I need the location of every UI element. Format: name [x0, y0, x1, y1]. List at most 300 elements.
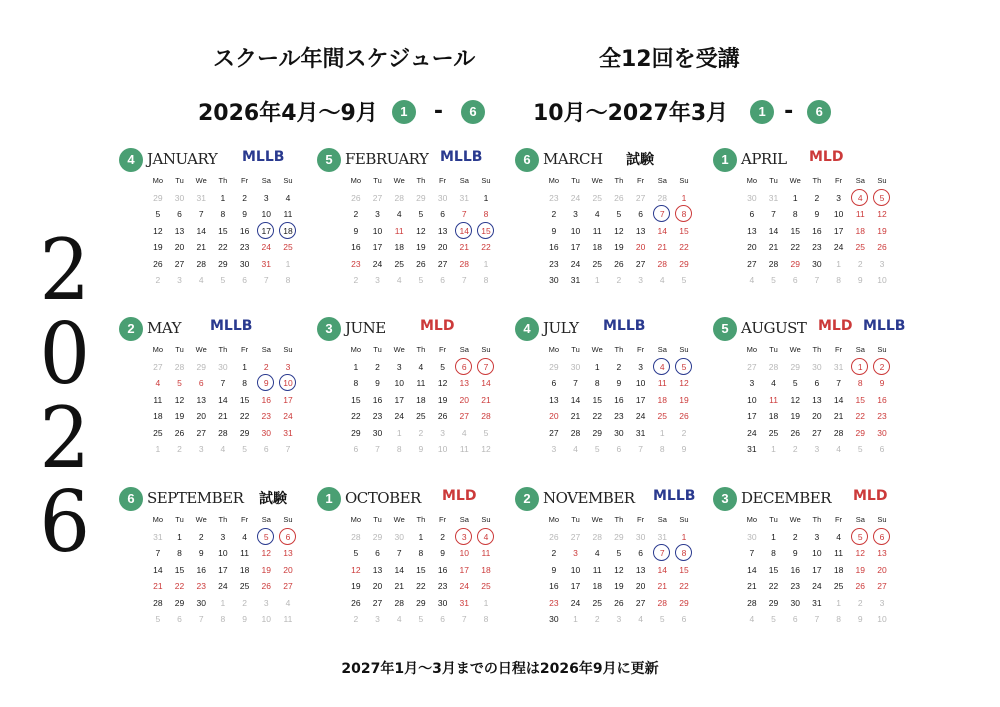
day-cell: 4 [475, 529, 497, 546]
day-cell: 9 [792, 548, 798, 558]
day-cell: 23 [877, 411, 887, 421]
weekday-label: Fr [637, 345, 645, 354]
day-cell: 10 [218, 548, 228, 558]
week-row [345, 408, 497, 425]
range-first-label: 2026年4月〜9月 [198, 101, 378, 126]
weekday-label: Fr [637, 176, 645, 185]
day-cell: 31 [812, 597, 822, 608]
day-cell: 17 [255, 223, 277, 240]
adjacent-month-day: 3 [440, 427, 445, 438]
day-cell: 6 [453, 359, 475, 376]
adjacent-month-day: 8 [483, 614, 489, 624]
week-row [345, 545, 497, 562]
day-cell: 20 [372, 581, 383, 591]
adjacent-month-day: 9 [857, 275, 863, 285]
weekday-label: Sa [261, 345, 271, 354]
day-cell: 28 [196, 258, 206, 269]
adjacent-month-day: 4 [638, 614, 643, 624]
day-cell: 2 [242, 192, 247, 203]
week-row [345, 239, 497, 256]
day-cell: 17 [394, 394, 404, 405]
weekday-label: Th [812, 176, 822, 185]
day-cell: 11 [769, 394, 778, 405]
adjacent-month-day: 9 [418, 444, 424, 454]
month-name: APRIL [741, 150, 787, 168]
day-cell: 22 [592, 411, 602, 421]
adjacent-month-day: 7 [814, 275, 820, 285]
weekday-label: Mo [350, 515, 362, 524]
adjacent-month-day: 31 [768, 192, 779, 203]
day-cell: 28 [747, 597, 757, 608]
day-cell: 18 [592, 581, 602, 591]
week-row [345, 425, 497, 442]
day-cell: 4 [771, 378, 776, 388]
day-cell: 27 [372, 597, 383, 608]
day-cell: 18 [277, 223, 299, 240]
adjacent-month-day: 28 [657, 192, 668, 203]
day-cell: 25 [153, 427, 163, 438]
day-cell: 14 [481, 378, 491, 388]
week-row [345, 595, 497, 612]
day-cell: 2 [440, 531, 445, 542]
day-cell: 23 [790, 581, 800, 591]
adjacent-month-day: 10 [877, 275, 887, 285]
adjacent-month-day: 3 [879, 597, 885, 608]
adjacent-month-day: 31 [833, 361, 844, 372]
session-day-marker [477, 222, 494, 239]
total-sessions: 全12回を受講 [599, 47, 740, 72]
day-cell: 17 [833, 225, 844, 236]
day-cell: 12 [261, 548, 272, 558]
week-row [345, 190, 497, 207]
adjacent-month-day: 28 [768, 361, 779, 372]
day-cell: 20 [174, 242, 185, 252]
day-cell: 16 [877, 394, 887, 405]
week-row [543, 578, 695, 595]
adjacent-month-day: 29 [416, 192, 426, 203]
day-cell: 7 [749, 548, 755, 558]
adjacent-month-day: 4 [659, 275, 665, 285]
day-cell: 31 [283, 427, 293, 438]
day-cell: 3 [814, 531, 820, 542]
day-cell: 6 [638, 209, 643, 219]
day-cell: 15 [679, 225, 689, 236]
day-cell: 15 [790, 225, 800, 236]
day-cell: 5 [849, 529, 871, 546]
week-row [741, 239, 893, 256]
day-cell: 24 [459, 581, 470, 591]
adjacent-month-day: 4 [396, 614, 402, 624]
adjacent-month-day: 29 [372, 531, 383, 542]
day-cell: 28 [657, 258, 668, 269]
day-cell: 22 [855, 411, 866, 421]
day-cell: 31 [635, 427, 646, 438]
adjacent-month-day: 1 [771, 444, 776, 454]
day-cell: 8 [771, 548, 776, 558]
day-cell: 6 [177, 209, 182, 219]
day-cell: 30 [261, 427, 272, 438]
adjacent-month-day: 4 [836, 444, 841, 454]
day-cell: 5 [673, 359, 695, 376]
year-digit: 2 [39, 221, 91, 319]
day-cell: 20 [437, 242, 448, 252]
weekday-label: Mo [350, 176, 362, 185]
adjacent-month-day: 5 [242, 444, 247, 454]
weekday-label: Tu [769, 345, 778, 354]
course-tag: MLD [442, 488, 477, 504]
day-cell: 8 [220, 209, 226, 219]
adjacent-month-day: 8 [836, 275, 841, 285]
day-cell: 26 [614, 597, 624, 608]
day-cell: 19 [790, 411, 800, 421]
day-cell: 14 [657, 225, 668, 236]
day-cell: 23 [812, 242, 822, 252]
day-cell: 19 [153, 242, 163, 252]
weekday-label: We [195, 345, 207, 354]
weekday-label: Fr [241, 345, 249, 354]
weekday-row [741, 173, 893, 190]
weekday-label: Tu [373, 515, 382, 524]
day-cell: 29 [855, 427, 866, 438]
week-row [741, 256, 893, 273]
week-row [147, 256, 299, 273]
weekday-row [543, 342, 695, 359]
session-badge: 3 [713, 487, 737, 511]
week-row [147, 611, 299, 628]
day-cell: 17 [372, 242, 383, 252]
day-cell: 21 [747, 581, 757, 591]
day-cell: 15 [416, 564, 426, 575]
adjacent-month-day: 31 [153, 531, 163, 542]
day-cell: 28 [833, 427, 844, 438]
month-header [721, 488, 951, 514]
session-day-marker [873, 358, 890, 375]
day-cell: 28 [768, 258, 779, 269]
day-cell: 2 [616, 361, 622, 372]
week-row [147, 529, 299, 546]
day-cell: 2 [263, 361, 269, 372]
day-cell: 24 [635, 411, 646, 421]
day-cell: 6 [551, 378, 557, 388]
day-cell: 13 [283, 548, 293, 558]
day-grid [345, 342, 497, 458]
adjacent-month-day: 30 [218, 361, 228, 372]
weekday-label: Mo [152, 515, 164, 524]
weekday-label: Th [812, 515, 822, 524]
adjacent-month-day: 1 [285, 258, 291, 269]
week-row [741, 359, 893, 376]
day-cell: 3 [573, 548, 578, 558]
day-cell: 4 [418, 361, 424, 372]
session-day-marker [675, 358, 692, 375]
adjacent-month-day: 30 [635, 531, 646, 542]
day-grid [543, 173, 695, 289]
day-cell: 1 [242, 361, 247, 372]
session-day-marker [477, 358, 494, 375]
day-cell: 4 [396, 209, 402, 219]
day-cell: 28 [481, 411, 491, 421]
day-cell: 14 [153, 564, 163, 575]
day-cell: 25 [833, 581, 844, 591]
weekday-label: Su [481, 515, 491, 524]
adjacent-month-day: 2 [857, 597, 863, 608]
weekday-label: We [393, 176, 405, 185]
day-cell: 3 [396, 361, 402, 372]
day-cell: 3 [263, 192, 269, 203]
day-grid [147, 173, 299, 289]
day-cell: 28 [459, 258, 470, 269]
adjacent-month-day: 1 [396, 427, 402, 438]
week-row [741, 562, 893, 579]
session-day-marker [873, 528, 890, 545]
day-cell: 16 [196, 564, 206, 575]
day-cell: 25 [768, 427, 779, 438]
day-cell: 16 [549, 242, 559, 252]
day-cell: 27 [283, 581, 293, 591]
adjacent-month-day: 1 [659, 427, 665, 438]
week-row [741, 529, 893, 546]
day-grid [345, 173, 497, 289]
course-tag: MLD [818, 318, 853, 334]
week-row [345, 359, 497, 376]
week-row [741, 595, 893, 612]
day-cell: 21 [459, 242, 470, 252]
adjacent-month-day: 3 [263, 597, 269, 608]
week-row [543, 206, 695, 223]
day-cell: 15 [855, 394, 866, 405]
day-cell: 16 [549, 581, 559, 591]
adjacent-month-day: 12 [481, 444, 491, 454]
week-row [147, 425, 299, 442]
day-cell: 15 [592, 394, 602, 405]
day-cell: 4 [651, 359, 673, 376]
day-cell: 14 [218, 394, 228, 405]
day-cell: 9 [616, 378, 622, 388]
weekday-label: Fr [637, 515, 645, 524]
day-cell: 20 [747, 242, 757, 252]
day-cell: 22 [679, 581, 689, 591]
week-row [345, 529, 497, 546]
day-cell: 22 [174, 581, 185, 591]
adjacent-month-day: 27 [570, 531, 581, 542]
adjacent-month-day: 4 [749, 614, 755, 624]
day-cell: 18 [592, 242, 602, 252]
day-cell: 16 [614, 394, 624, 405]
day-cell: 9 [440, 548, 445, 558]
day-cell: 27 [877, 581, 887, 591]
day-cell: 8 [594, 378, 600, 388]
adjacent-month-day: 30 [747, 531, 757, 542]
week-row [147, 223, 299, 240]
range-dash: - [433, 99, 443, 124]
day-cell: 11 [416, 378, 426, 388]
weekday-label: Su [283, 345, 293, 354]
day-cell: 9 [375, 378, 380, 388]
month-name: SEPTEMBER [147, 489, 244, 507]
session-day-marker [257, 528, 274, 545]
course-tag: 試験 [626, 152, 654, 168]
adjacent-month-day: 4 [573, 444, 578, 454]
day-grid [741, 512, 893, 628]
month-name: OCTOBER [345, 489, 421, 507]
weekday-row [741, 512, 893, 529]
day-cell: 16 [239, 225, 250, 236]
range-second-half [533, 96, 831, 127]
day-cell: 12 [437, 378, 448, 388]
weekday-label: Th [416, 176, 426, 185]
day-cell: 11 [592, 225, 602, 236]
range-dash: - [784, 99, 794, 124]
day-cell: 18 [657, 394, 668, 405]
adjacent-month-day: 5 [659, 614, 665, 624]
adjacent-month-day: 24 [570, 192, 581, 203]
day-cell: 10 [261, 209, 272, 219]
day-cell: 2 [551, 209, 557, 219]
week-row [741, 392, 893, 409]
day-cell: 30 [239, 258, 250, 269]
session-day-marker [851, 528, 868, 545]
adjacent-month-day: 8 [659, 444, 665, 454]
day-cell: 22 [351, 411, 361, 421]
session-day-marker [279, 374, 296, 391]
weekday-label: Su [877, 176, 887, 185]
day-cell: 26 [437, 411, 448, 421]
day-cell: 27 [549, 427, 559, 438]
adjacent-month-day: 2 [353, 275, 359, 285]
day-cell: 19 [174, 411, 185, 421]
adjacent-month-day: 6 [242, 275, 247, 285]
day-cell: 28 [153, 597, 163, 608]
day-cell: 3 [220, 531, 226, 542]
weekday-label: Tu [571, 515, 580, 524]
session-badge: 6 [461, 100, 485, 124]
weekday-label: Sa [459, 515, 469, 524]
weekday-label: Fr [241, 515, 249, 524]
adjacent-month-day: 29 [196, 361, 206, 372]
day-cell: 24 [394, 411, 404, 421]
day-cell: 24 [372, 258, 383, 269]
day-cell: 8 [673, 206, 695, 223]
weekday-label: Su [877, 515, 887, 524]
week-row [147, 562, 299, 579]
adjacent-month-day: 3 [814, 444, 820, 454]
adjacent-month-day: 4 [749, 275, 755, 285]
adjacent-month-day: 7 [461, 614, 467, 624]
weekday-label: We [195, 515, 207, 524]
day-cell: 8 [673, 545, 695, 562]
adjacent-month-day: 11 [283, 614, 293, 624]
day-cell: 30 [437, 597, 448, 608]
adjacent-month-day: 6 [177, 614, 182, 624]
day-cell: 1 [681, 531, 687, 542]
week-row [147, 392, 299, 409]
day-cell: 16 [372, 394, 383, 405]
adjacent-month-day: 29 [790, 361, 800, 372]
week-row [345, 223, 497, 240]
day-cell: 1 [353, 361, 359, 372]
day-cell: 18 [833, 564, 844, 575]
adjacent-month-day: 6 [616, 444, 622, 454]
day-cell: 11 [855, 209, 865, 219]
adjacent-month-day: 31 [657, 531, 668, 542]
session-day-marker [455, 358, 472, 375]
day-cell: 12 [153, 225, 163, 236]
adjacent-month-day: 4 [220, 444, 226, 454]
day-cell: 7 [220, 378, 226, 388]
adjacent-month-day: 29 [153, 192, 163, 203]
session-day-marker [257, 222, 274, 239]
day-cell: 21 [196, 242, 206, 252]
adjacent-month-day: 7 [375, 444, 380, 454]
adjacent-month-day: 2 [418, 427, 424, 438]
day-cell: 24 [812, 581, 822, 591]
day-cell: 17 [283, 394, 293, 405]
day-cell: 14 [196, 225, 206, 236]
day-cell: 19 [614, 581, 624, 591]
day-cell: 14 [570, 394, 581, 405]
day-cell: 19 [416, 242, 426, 252]
session-day-marker [455, 222, 472, 239]
day-cell: 22 [481, 242, 491, 252]
week-row [345, 441, 497, 458]
adjacent-month-day: 3 [375, 614, 380, 624]
year-vertical [38, 221, 91, 571]
weekday-label: Mo [548, 176, 560, 185]
weekday-label: Th [416, 515, 426, 524]
adjacent-month-day: 2 [857, 258, 863, 269]
day-cell: 5 [418, 209, 424, 219]
day-cell: 5 [155, 209, 161, 219]
course-tag: MLLB [242, 149, 285, 165]
day-cell: 17 [812, 564, 822, 575]
day-cell: 2 [198, 531, 204, 542]
day-cell: 22 [679, 242, 689, 252]
adjacent-month-day: 4 [285, 597, 291, 608]
weekday-label: Th [416, 345, 426, 354]
day-cell: 22 [218, 242, 228, 252]
adjacent-month-day: 30 [747, 192, 757, 203]
day-cell: 13 [372, 564, 383, 575]
day-grid [345, 512, 497, 628]
session-badge: 6 [515, 148, 539, 172]
day-cell: 12 [790, 394, 800, 405]
session-day-marker [477, 528, 494, 545]
weekday-label: Tu [373, 345, 382, 354]
day-cell: 20 [196, 411, 206, 421]
adjacent-month-day: 2 [155, 275, 161, 285]
day-cell: 27 [812, 427, 822, 438]
day-cell: 8 [177, 548, 182, 558]
adjacent-month-day: 5 [594, 444, 600, 454]
weekday-row [543, 512, 695, 529]
adjacent-month-day: 4 [461, 427, 467, 438]
adjacent-month-day: 30 [812, 361, 822, 372]
day-cell: 24 [218, 581, 228, 591]
day-cell: 15 [351, 394, 361, 405]
day-cell: 23 [549, 597, 559, 608]
day-cell: 11 [834, 548, 843, 558]
day-cell: 16 [790, 564, 800, 575]
adjacent-month-day: 3 [375, 275, 380, 285]
session-day-marker [653, 358, 670, 375]
day-cell: 18 [239, 564, 250, 575]
day-cell: 26 [679, 411, 689, 421]
week-row [741, 545, 893, 562]
day-cell: 10 [812, 548, 822, 558]
weekday-row [345, 342, 497, 359]
day-cell: 8 [242, 378, 247, 388]
day-cell: 18 [768, 411, 779, 421]
